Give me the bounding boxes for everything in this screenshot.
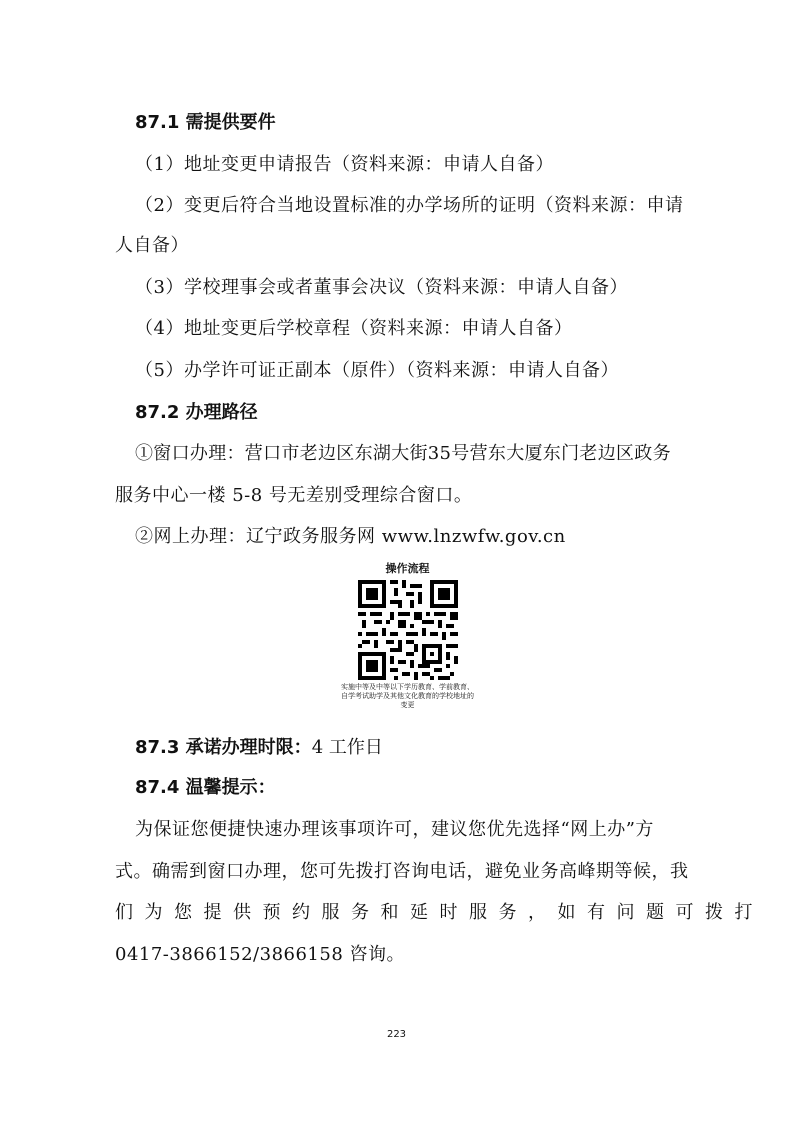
requirement-item-2: （2）变更后符合当地设置标准的办学场所的证明（资料来源：申请 xyxy=(135,195,684,216)
path-window: ①窗口办理：营口市老边区东湖大街35号营东大厦东门老边区政务 xyxy=(135,443,671,464)
requirement-item-1: （1）地址变更申请报告（资料来源：申请人自备） xyxy=(135,154,554,175)
path-online: ②网上办理：辽宁政务服务网 www.lnzwfw.gov.cn xyxy=(135,526,566,547)
time-limit-value: 4 工作日 xyxy=(311,737,383,758)
requirement-item-3: （3）学校理事会或者董事会决议（资料来源：申请人自备） xyxy=(135,277,628,298)
path-window-cont: 服务中心一楼 5-8 号无差别受理综合窗口。 xyxy=(115,485,473,506)
section-heading-tips: 87.4 温馨提示： xyxy=(135,777,276,798)
page-number: 223 xyxy=(386,1029,407,1040)
qr-caption: 实施中等及中等以下学历教育、学前教育、自学考试助学及其他文化教育的学校地址的变更 xyxy=(341,683,474,709)
tip-line-1: 为保证您便捷快速办理该事项许可，建议您优先选择“网上办”方 xyxy=(135,819,654,840)
tip-line-3: 们为您提供预约服务和延时服务，如有问题可拨打 xyxy=(115,902,764,923)
qr-block xyxy=(340,560,475,710)
time-limit-label: 87.3 承诺办理时限： xyxy=(135,737,312,758)
qr-title: 操作流程 xyxy=(385,562,430,575)
requirement-item-5: （5）办学许可证正副本（原件）（资料来源：申请人自备） xyxy=(135,360,619,381)
tip-line-4: 0417-3866152/3866158 咨询。 xyxy=(115,944,406,965)
tip-line-2: 式。确需到窗口办理，您可先拨打咨询电话，避免业务高峰期等候，我 xyxy=(115,861,689,882)
requirement-item-2-cont: 人自备） xyxy=(115,235,189,256)
qr-code-icon[interactable] xyxy=(358,580,458,680)
requirement-item-4: （4）地址变更后学校章程（资料来源：申请人自备） xyxy=(135,318,573,339)
section-heading-path: 87.2 办理路径 xyxy=(135,402,258,423)
section-heading-requirements: 87.1 需提供要件 xyxy=(135,112,276,133)
section-heading-time-limit xyxy=(135,733,383,759)
